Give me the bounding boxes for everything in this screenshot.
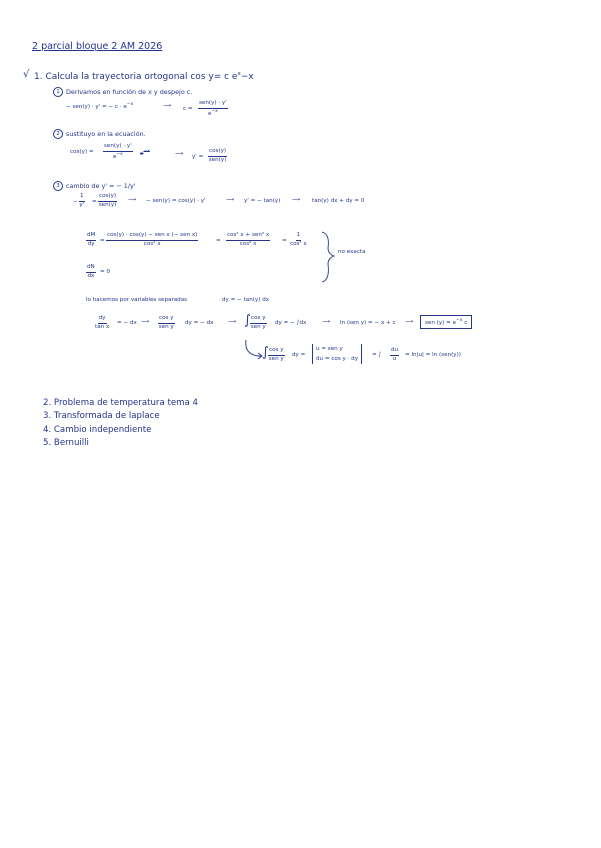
sep-tail-2: dy = − dx [185,320,214,326]
step-3-d: tan(y) dx + dy = 0 [312,198,365,204]
integral-sign-2: ∫ [262,345,269,360]
step-2-num: sen(y) · y' [103,144,133,152]
dn-eq: = 0 [100,269,111,275]
dm-r3den: cos² x [290,240,307,247]
sub-ffrac-den: u [392,355,397,362]
sep-arrow-2: ⟶ [228,319,237,325]
no-exacta-brace [322,232,334,282]
step-1-c-eq: c = [183,106,193,112]
no-exacta-note: no exacta [338,249,366,255]
step-3-arrow-3: ⟶ [292,197,301,203]
step-1-arrow: ⟶ [163,103,172,109]
step-3-a-num: 1 [79,194,85,202]
step-3-arrow-2: ⟶ [226,197,235,203]
step-3-a-eq: = [92,199,97,205]
list-item: 5. Bernuilli [43,438,89,449]
dm-num: dM [86,233,96,241]
sep-arrow-1: ⟶ [141,319,150,325]
dm-eq3: = [282,238,287,244]
sub-tail: = ln|u| = ln (sen(y)) [405,352,461,358]
step-3-b: − sen(y) = cos(y) · y' [146,198,206,204]
dn-num: dN [86,265,96,273]
sep-arrow-4: ⟶ [405,319,414,325]
sep-label: lo hacemos por variables separadas [86,297,188,303]
sep-frac-2-den: sen y [158,323,174,330]
sep-arrow-3: ⟶ [322,319,331,325]
dm-den: dy [87,240,95,247]
dm-r2den: cos² x [239,240,257,247]
step-1-c-den-base: e [207,110,212,117]
sep-frac-3-num: cos y [250,316,267,324]
integral-sign-1: ∫ [244,313,251,328]
step-3-text: cambio de y' = − 1/y' [66,182,136,190]
final-answer-c: c [464,319,468,326]
step-1-eq-left: − sen(y) · y' = − c · e [66,103,127,110]
step-2-result-num: cos(y) [208,149,227,157]
sep-frac-3-den: sen y [250,323,266,330]
dm-r2num: cos² x + sen² x [226,233,270,241]
step-3-a-rden: sen(y) [98,201,117,208]
step-3-number: 3 [53,181,63,191]
dm-rden: cos² x [143,240,161,247]
final-answer: sen (y) = e [425,319,457,326]
sub-u: u = sen y [316,346,343,352]
list-item: 4. Cambio independiente [43,424,152,435]
step-1-c-num: sen(y) · y' [198,101,228,109]
sep-frac-2-num: cos y [158,316,175,324]
sub-eq: = ∫ [372,352,382,358]
statement-exponent: x [237,71,241,77]
list-item: 2. Problema de temperatura tema 4 [43,398,198,408]
sub-frac-num: cos y [268,348,285,356]
sep-tail-3: dy = − ∫dx [275,320,307,326]
hook-arrow [246,340,262,356]
step-1-text: Derivamos en función de x y despejo c. [66,88,193,96]
dm-r3num: 1 [296,233,302,241]
step-3-c: y' = − tan(y) [244,198,281,204]
step-1-eq-exp: −x [126,102,134,107]
problem-list [43,397,198,451]
step-2-number: 2 [53,129,63,139]
sep-frac-1-den: tan x [95,323,110,330]
statement-text: 1. Calcula la trayectoria ortogonal cos y= c e [34,72,238,82]
sep-log: ln (sen y) = − x + c [340,320,396,326]
sep-eq: dy = − tan(y) dx [222,297,270,303]
sub-dy: dy = [292,352,306,358]
step-2-arrow: ⟶ [175,151,184,157]
step-2-lhs: cos(y) = [70,149,94,155]
sep-frac-1-num: dy [98,316,107,324]
list-item: 3. Transformada de laplace [43,411,160,422]
sub-ffrac-num: du [390,348,399,356]
statement-tail: −x [240,72,254,82]
step-2-den-exp: −x [116,151,123,157]
step-2-strike-exp: −x [143,149,150,154]
dn-den: dx [87,272,95,279]
step-2-result-lhs: y' = [192,154,204,160]
step-3-a-minus: − [73,199,78,205]
dm-rnum: cos(y) · cos(y) − sen x (− sen x) [106,233,198,241]
step-2-result-den: sen(y) [208,156,227,163]
step-3-arrow-1: ⟶ [128,197,137,203]
step-1-c-den-exp: −x [211,108,218,114]
step-2-strike-base: e [140,150,144,157]
final-answer-exp: −x [456,318,463,323]
step-2-den-base: e [112,153,117,160]
sub-frac-den: sen y [268,355,284,362]
dm-eq: = [100,238,105,244]
dm-eq2: = [216,238,221,244]
check-mark: √ [23,69,30,80]
sep-eq-1: = − dx [117,320,137,326]
step-1-number: 1 [53,87,63,97]
step-2-text: sustituyo en la ecuación. [66,130,146,138]
step-3-a-rnum: cos(y) [98,194,117,202]
page-title: 2 parcial bloque 2 AM 2026 [32,41,163,52]
sub-du: du = cos y · dy [316,356,359,362]
step-3-a-den: y' [79,201,85,208]
